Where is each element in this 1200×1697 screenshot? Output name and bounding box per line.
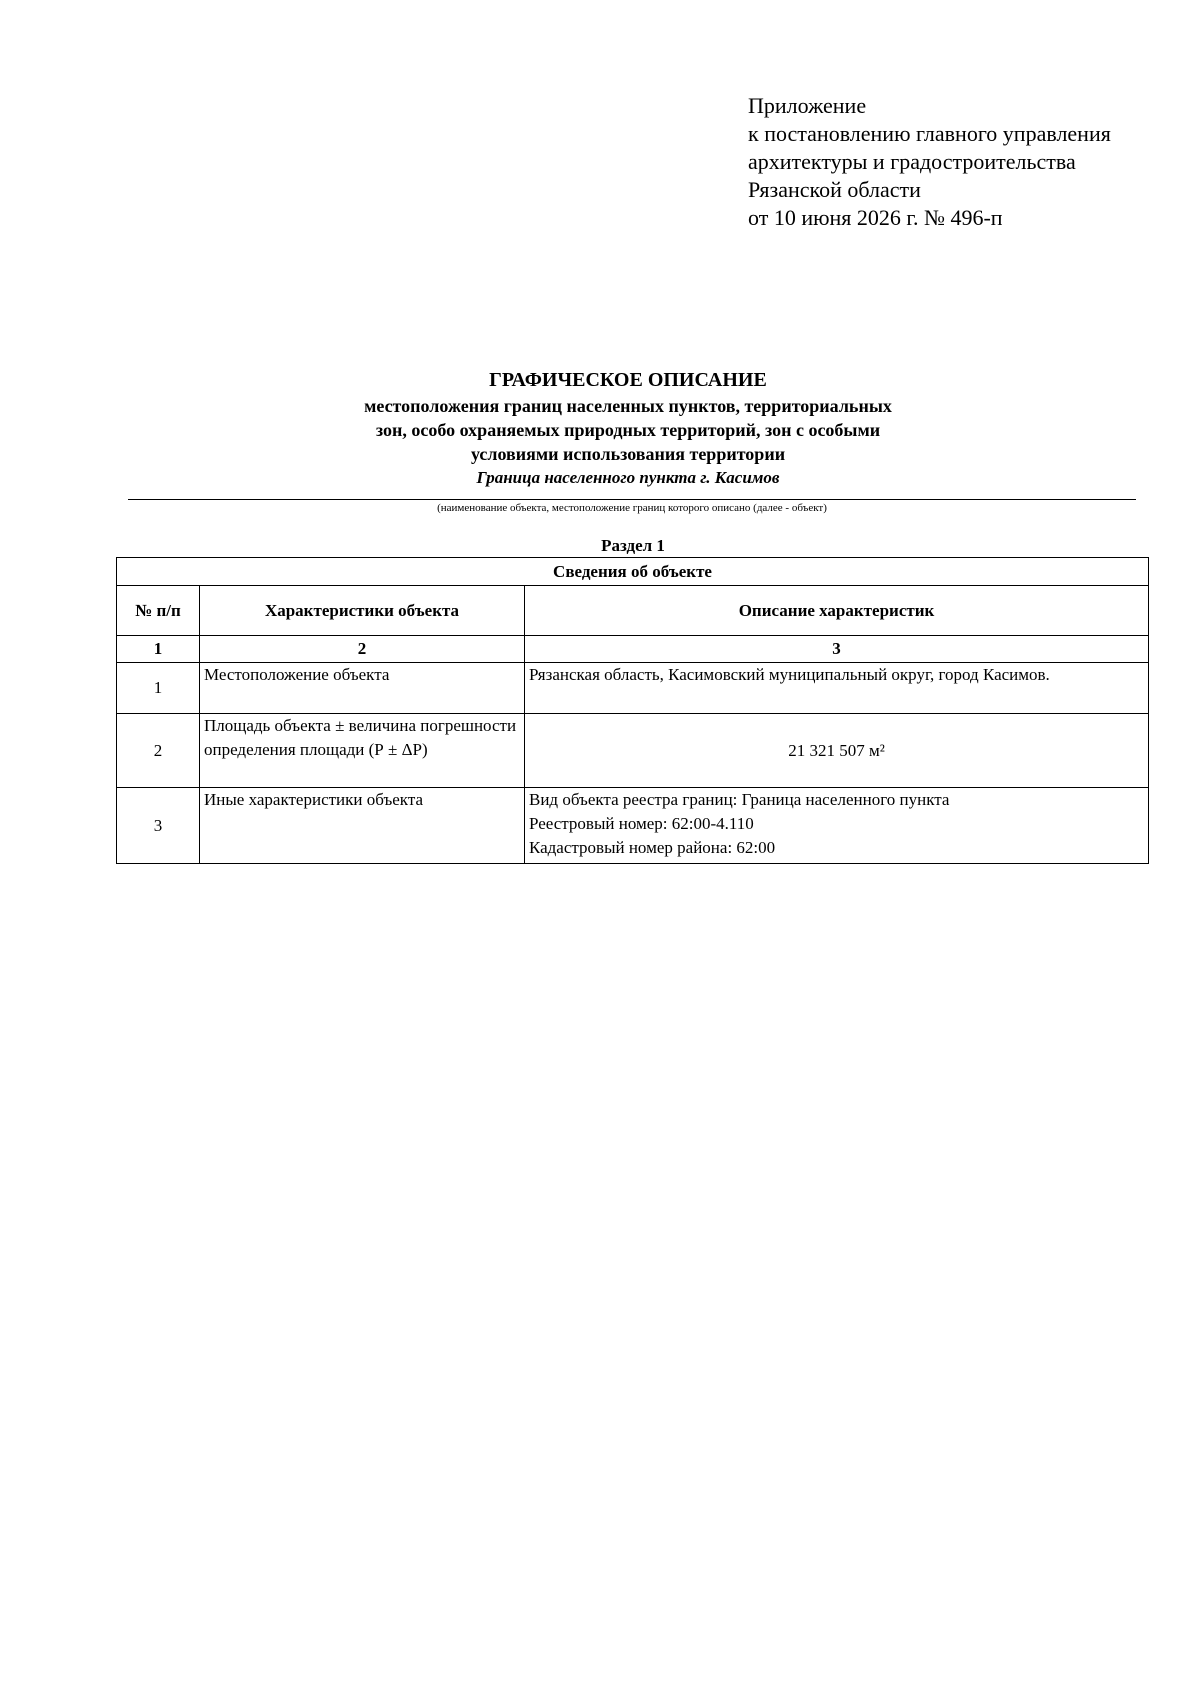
header-description: Описание характеристик [525, 586, 1149, 636]
object-name-underline [128, 499, 1136, 500]
row-num: 2 [117, 714, 200, 788]
row-description [525, 663, 1149, 714]
column-number: 1 [117, 636, 200, 663]
row-num: 1 [117, 663, 200, 714]
table-row [117, 788, 1149, 864]
object-info-table [116, 557, 1149, 864]
document-subtitle-line: местоположения границ населенных пунктов, территориальных [364, 396, 892, 416]
row-characteristic: Площадь объекта ± величина погрешности определения площади (Р ± ΔР) [200, 714, 525, 788]
row-description [525, 788, 1149, 864]
description-line: Рязанская область, Касимовский муниципальный округ, город Касимов. [529, 665, 1050, 684]
row-characteristic: Местоположение объекта [200, 663, 525, 714]
column-number: 3 [525, 636, 1149, 663]
appendix-line: архитектуры и градостроительства [748, 149, 1076, 174]
document-title: ГРАФИЧЕСКОЕ ОПИСАНИЕ [489, 369, 767, 391]
header-num: № п/п [117, 586, 200, 636]
appendix-header [748, 92, 1168, 232]
table-row [117, 663, 1149, 714]
description-line: Вид объекта реестра границ: Граница населенного пункта [529, 790, 950, 809]
table-header-row [117, 586, 1149, 636]
object-name: Граница населенного пункта г. Касимов [476, 468, 780, 487]
column-number-row [117, 636, 1149, 663]
appendix-line: к постановлению главного управления [748, 121, 1111, 146]
row-num: 3 [117, 788, 200, 864]
description-line: 21 321 507 м² [788, 740, 885, 760]
section-title: Раздел 1 [601, 536, 665, 555]
appendix-line: Приложение [748, 93, 867, 118]
appendix-date-line: от 10 июня 2026 г. № 496-п [748, 205, 1003, 230]
header-characteristic: Характеристики объекта [200, 586, 525, 636]
description-line: Реестровый номер: 62:00-4.110 [529, 814, 754, 833]
appendix-line: Рязанской области [748, 177, 921, 202]
table-caption: Сведения об объекте [117, 558, 1149, 586]
row-description [525, 714, 1149, 788]
title-block [118, 367, 1138, 489]
object-name-caption: (наименование объекта, местоположение границ которого описано (далее - объект) [437, 502, 827, 514]
row-characteristic: Иные характеристики объекта [200, 788, 525, 864]
table-caption-row [117, 558, 1149, 586]
document-subtitle-line: условиями использования территории [470, 444, 786, 464]
description-line: Кадастровый номер района: 62:00 [529, 838, 776, 857]
column-number: 2 [200, 636, 525, 663]
table-row [117, 714, 1149, 788]
document-subtitle-line: зон, особо охраняемых природных территорий, зон с особыми [375, 420, 881, 440]
